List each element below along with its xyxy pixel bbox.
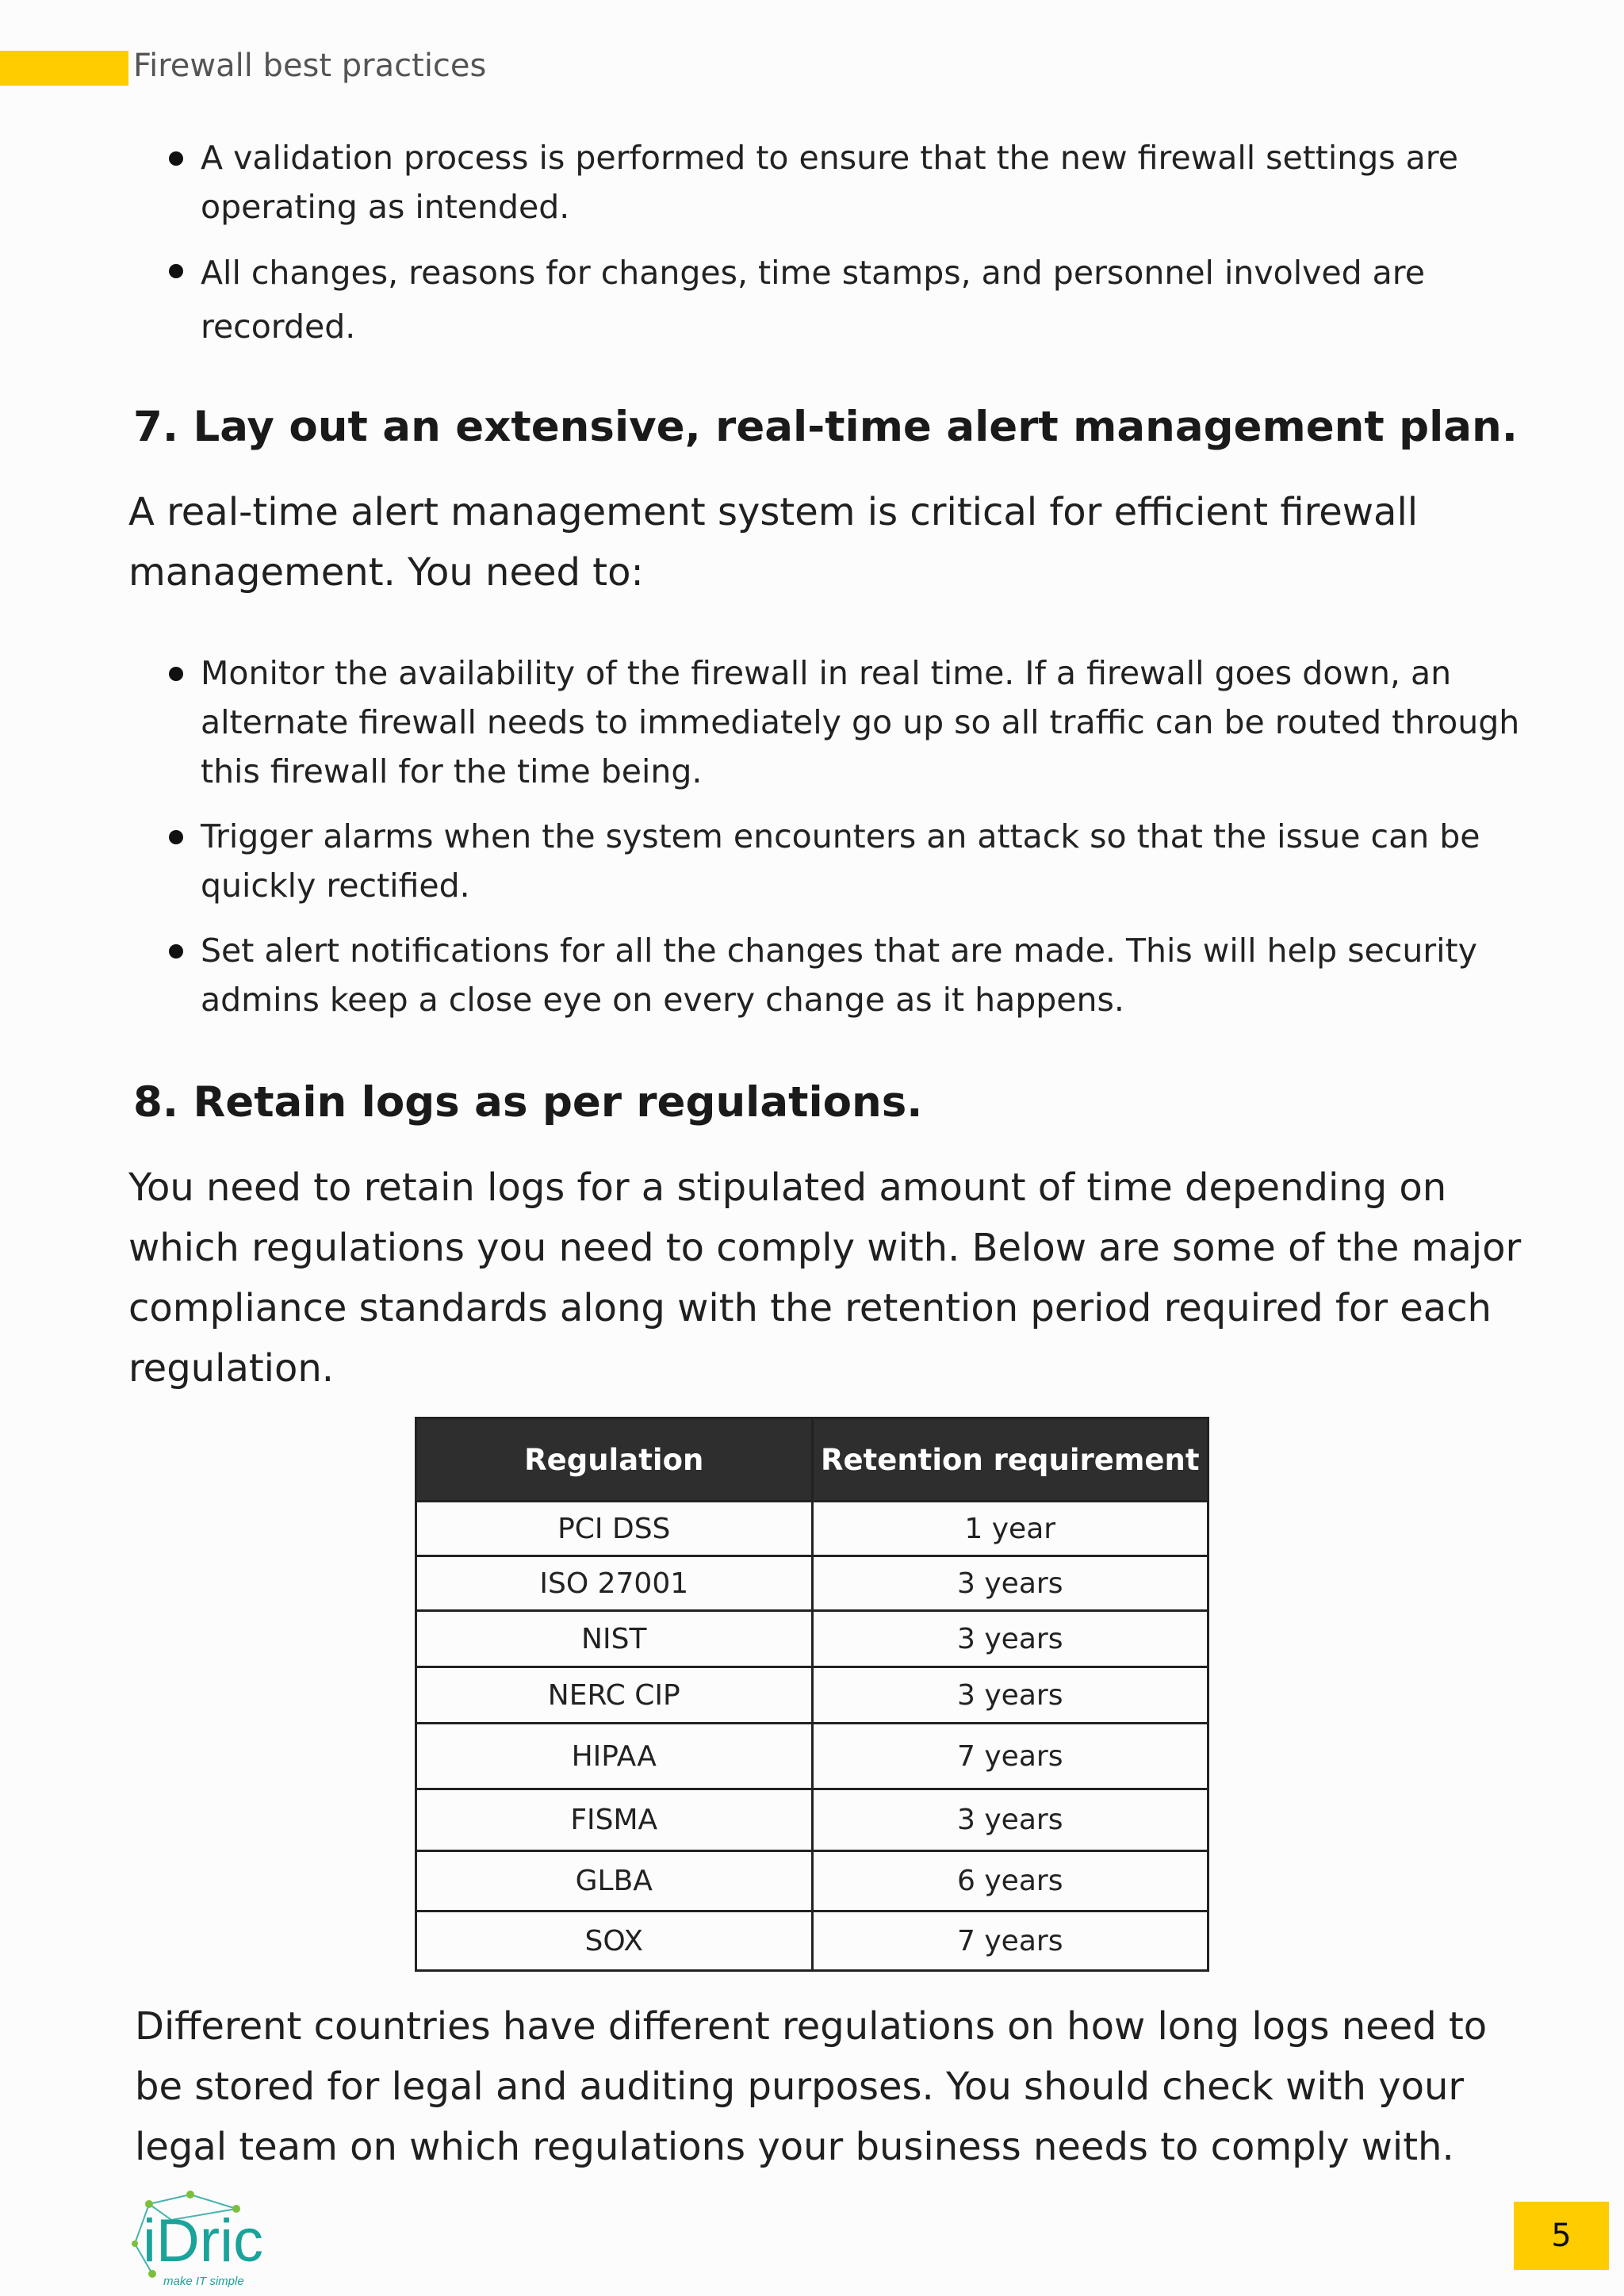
intro-line: regulation. bbox=[128, 1346, 335, 1391]
table-row bbox=[416, 1724, 1208, 1789]
bullet-line: recorded. bbox=[201, 308, 356, 346]
bullet-line: operating as intended. bbox=[201, 188, 570, 226]
table-row bbox=[416, 1789, 1208, 1851]
retention-cell: 1 year bbox=[812, 1502, 1208, 1556]
bullet-line: admins keep a close eye on every change as it happens. bbox=[201, 981, 1124, 1019]
list-item bbox=[163, 926, 1519, 1024]
top-bullet-list bbox=[163, 133, 1458, 354]
retention-cell: 3 years bbox=[812, 1556, 1208, 1611]
intro-line: which regulations you need to comply with. Below are some of the major bbox=[128, 1226, 1522, 1270]
table-row bbox=[416, 1911, 1208, 1971]
regulation-cell: NIST bbox=[416, 1611, 813, 1667]
regulation-cell: ISO 27001 bbox=[416, 1556, 813, 1611]
regulation-cell: SOX bbox=[416, 1911, 813, 1971]
bullet-line: alternate firewall needs to immediately go up so all traffic can be routed through bbox=[201, 703, 1520, 741]
regulation-cell: FISMA bbox=[416, 1789, 813, 1851]
retention-table bbox=[415, 1417, 1209, 1972]
table-row bbox=[416, 1502, 1208, 1556]
intro-line: management. You need to: bbox=[128, 550, 644, 595]
table-row bbox=[416, 1556, 1208, 1611]
regulation-cell: NERC CIP bbox=[416, 1667, 813, 1724]
logo-graphic bbox=[125, 2188, 316, 2291]
bullet-line: Monitor the availability of the firewall in real time. If a firewall goes down, an bbox=[201, 654, 1452, 692]
section-8-intro bbox=[128, 1158, 1521, 1399]
regulation-cell: HIPAA bbox=[416, 1724, 813, 1789]
bullet-dot-icon bbox=[169, 151, 183, 166]
retention-cell: 3 years bbox=[812, 1611, 1208, 1667]
company-logo bbox=[125, 2188, 316, 2291]
retention-cell: 7 years bbox=[812, 1911, 1208, 1971]
closing-line: Different countries have different regulations on how long logs need to bbox=[135, 2004, 1488, 2049]
list-item bbox=[163, 649, 1519, 796]
table-row bbox=[416, 1611, 1208, 1667]
bullet-line: All changes, reasons for changes, time stamps, and personnel involved are bbox=[201, 254, 1425, 292]
table-header-row bbox=[416, 1418, 1208, 1502]
closing-line: be stored for legal and auditing purposes. You should check with your bbox=[135, 2064, 1465, 2109]
section-7-heading: 7. Lay out an extensive, real-time alert management plan. bbox=[133, 403, 1518, 451]
section-7-intro bbox=[128, 482, 1418, 603]
section-8-heading: 8. Retain logs as per regulations. bbox=[133, 1078, 923, 1127]
list-item bbox=[163, 812, 1519, 910]
regulation-cell: PCI DSS bbox=[416, 1502, 813, 1556]
bullet-dot-icon bbox=[169, 944, 183, 959]
bullet-line: Set alert notifications for all the changes that are made. This will help security bbox=[201, 932, 1477, 970]
page-number-badge: 5 bbox=[1514, 2202, 1609, 2270]
bullet-line: this firewall for the time being. bbox=[201, 752, 703, 790]
logo-wordmark: iDric bbox=[143, 2207, 263, 2275]
bullet-dot-icon bbox=[169, 830, 183, 844]
bullet-dot-icon bbox=[169, 264, 183, 278]
bullet-line: Trigger alarms when the system encounters an attack so that the issue can be bbox=[201, 817, 1480, 855]
bullet-dot-icon bbox=[169, 667, 183, 681]
bullet-line: quickly rectified. bbox=[201, 867, 470, 905]
section-7-bullet-list bbox=[163, 649, 1519, 1024]
list-item bbox=[163, 246, 1458, 354]
logo-tagline: make IT simple bbox=[163, 2275, 244, 2288]
column-header-regulation: Regulation bbox=[416, 1418, 813, 1502]
table-row bbox=[416, 1667, 1208, 1724]
closing-line: legal team on which regulations your business needs to comply with. bbox=[135, 2125, 1454, 2169]
column-header-retention: Retention requirement bbox=[812, 1418, 1208, 1502]
retention-cell: 3 years bbox=[812, 1789, 1208, 1851]
regulation-cell: GLBA bbox=[416, 1851, 813, 1911]
header-accent-bar bbox=[0, 51, 128, 86]
intro-line: You need to retain logs for a stipulated amount of time depending on bbox=[128, 1165, 1447, 1210]
retention-cell: 7 years bbox=[812, 1724, 1208, 1789]
retention-cell: 3 years bbox=[812, 1667, 1208, 1724]
intro-line: compliance standards along with the retention period required for each bbox=[128, 1286, 1492, 1330]
header-title: Firewall best practices bbox=[133, 48, 487, 84]
intro-line: A real-time alert management system is critical for efficient firewall bbox=[128, 490, 1419, 534]
retention-cell: 6 years bbox=[812, 1851, 1208, 1911]
closing-paragraph bbox=[135, 1996, 1487, 2177]
bullet-line: A validation process is performed to ensure that the new firewall settings are bbox=[201, 139, 1458, 177]
list-item bbox=[163, 133, 1458, 232]
table-row bbox=[416, 1851, 1208, 1911]
